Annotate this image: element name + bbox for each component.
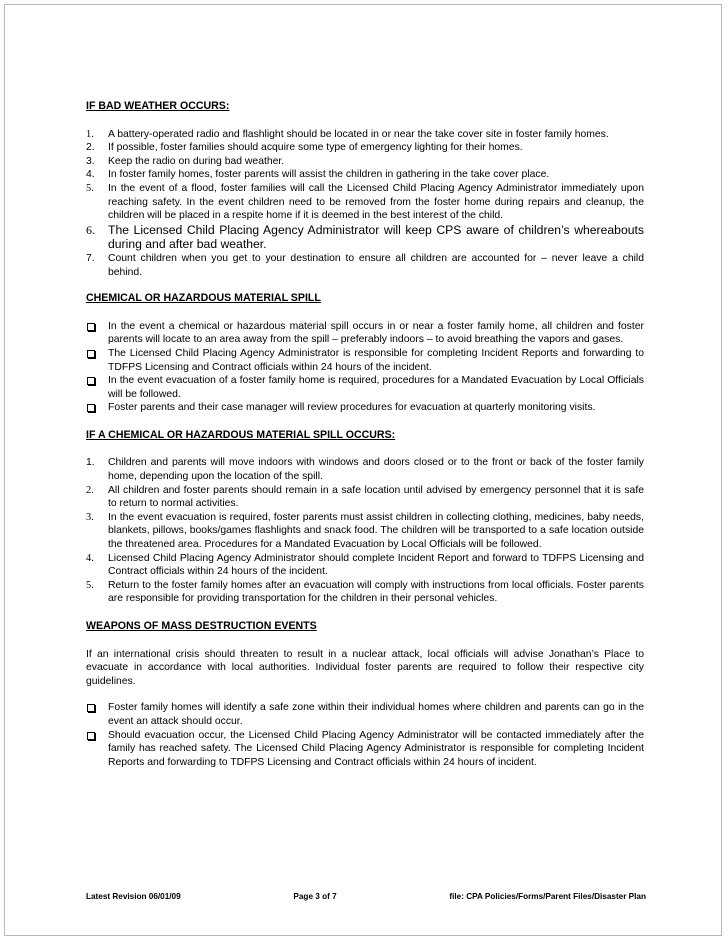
list-item [86,579,644,606]
list-item [86,128,644,142]
list-item-text: If possible, foster families should acquire some type of emergency lighting for their homes. [108,142,523,154]
list-item-text: In the event evacuation is required, foster parents must assist children in collecting clothing, medicines, baby needs, blankets, pillows, books/games flashlights and snack food. The children will be transported to a safe location outside the threatened area. Procedures for a Mandated Evacuation by Local Officials will be followed. [108,511,644,551]
wmd-intro-paragraph: If an international crisis should threaten to result in a nuclear attack, local officials will advise Jonathan’s Place to evacuate in accordance with local authorities. Individual foster parents are required to follow their respective city guidelines. [86,648,644,687]
list-item [86,182,644,223]
section-heading-spill-occurs: IF A CHEMICAL OR HAZARDOUS MATERIAL SPILL OCCURS: [86,428,396,441]
list-item-text: Licensed Child Placing Agency Administrator should complete Incident Report and forward to TDFPS Licensing and Contract officials within 24 hours of the incident. [108,552,644,578]
list-item-text: In the event of a flood, foster families will call the Licensed Child Placing Agency Administrator immediately upon reaching safety. In the event children need to be removed from the foster home during repairs and cleanup, the children will be placed in a respite home if it is deemed in the best interest of the child. [108,182,644,222]
list-number: 5. [86,182,94,194]
list-item [86,511,644,552]
section-heading-wmd: WEAPONS OF MASS DESTRUCTION EVENTS [86,620,317,632]
list-item [86,155,644,169]
list-item [86,456,644,483]
document-body [86,100,644,769]
list-number: 4. [86,552,94,564]
list-item-text: Foster parents and their case manager will review procedures for evacuation at quarterly monitoring visits. [108,402,596,414]
list-number: 2. [86,484,94,496]
list-item [86,401,644,415]
checkbox-bullet-icon [86,729,108,740]
list-item [86,223,644,252]
list-item-text: All children and foster parents should remain in a safe location until advised by emergency personnel that it is safe to return to normal activities. [108,484,644,510]
footer-page-number: Page 3 of 7 [293,892,337,901]
list-item [86,552,644,579]
list-item [86,347,644,374]
list-item [86,374,644,401]
checkbox-bullet-icon [86,401,108,412]
list-item-text: In foster family homes, foster parents will assist the children in gathering in the take cover place. [108,169,550,181]
list-number: 5. [86,579,94,591]
list-item [86,701,644,728]
chemical-spill-list [86,320,644,415]
list-number: 6. [86,222,95,237]
list-item [86,484,644,511]
list-number: 7. [86,252,95,264]
list-item-text: Return to the foster family homes after an evacuation will comply with instructions from local officials. Foster parents are responsible for providing transportation for the children in their personal vehicles. [108,579,644,605]
list-item-text: Should evacuation occur, the Licensed Child Placing Agency Administrator will be contacted immediately after the family has reached safety. The Licensed Child Placing Agency Administrator is responsible for completing Incident Reports and forwarding to TDFPS Licensing and Contract officials within 24 hours of incident. [108,729,644,768]
spill-occurs-list [86,456,644,606]
list-item-text: Keep the radio on during bad weather. [108,155,285,167]
wmd-list [86,701,644,769]
checkbox-bullet-icon [86,347,108,358]
checkbox-bullet-icon [86,320,108,331]
checkbox-bullet-icon [86,374,108,385]
list-item [86,320,644,347]
checkbox-bullet-icon [86,701,108,712]
list-item-text: The Licensed Child Placing Agency Administrator is responsible for completing Incident Reports and forwarding to TDFPS Licensing and Contract officials within 24 hours of the incident. [108,347,644,373]
list-item-text: In the event a chemical or hazardous material spill occurs in or near a foster family home, all children and foster parents will locate to an area away from the spill – preferably indoors – to avoid breathing the vapors and gases. [108,320,644,346]
list-item-text: A battery-operated radio and flashlight should be located in or near the take cover site in foster family homes. [108,128,609,140]
page-footer [86,892,646,901]
list-number: 1. [86,128,94,140]
list-item-text: Foster family homes will identify a safe zone within their individual homes where children and parents can go in the event an attack should occur. [108,702,644,727]
bad-weather-list [86,128,644,280]
section-heading-bad-weather: IF BAD WEATHER OCCURS: [86,100,230,112]
list-number: 3. [86,155,95,167]
list-number: 3. [86,511,94,523]
list-item [86,141,644,155]
list-number: 4. [86,169,95,181]
list-item-text: Count children when you get to your destination to ensure all children are accounted for – never leave a child behind. [108,252,644,278]
list-number: 1. [86,457,95,469]
list-item-text: The Licensed Child Placing Agency Administrator will keep CPS aware of children’s whereabouts during and after bad weather. [108,222,644,252]
list-item [86,252,644,279]
list-item-text: Children and parents will move indoors with windows and doors closed or to the front or back of the foster family home, depending upon the location of the spill. [108,457,644,483]
section-heading-chemical-spill: CHEMICAL OR HAZARDOUS MATERIAL SPILL [86,292,321,305]
list-item-text: In the event evacuation of a foster family home is required, procedures for a Mandated Evacuation by Local Officials will be followed. [108,375,644,400]
list-item [86,729,644,770]
list-item [86,168,644,182]
footer-revision: Latest Revision 06/01/09 [86,892,181,901]
footer-file-path: file: CPA Policies/Forms/Parent Files/Disaster Plan [449,892,646,901]
list-number: 2. [86,142,95,154]
